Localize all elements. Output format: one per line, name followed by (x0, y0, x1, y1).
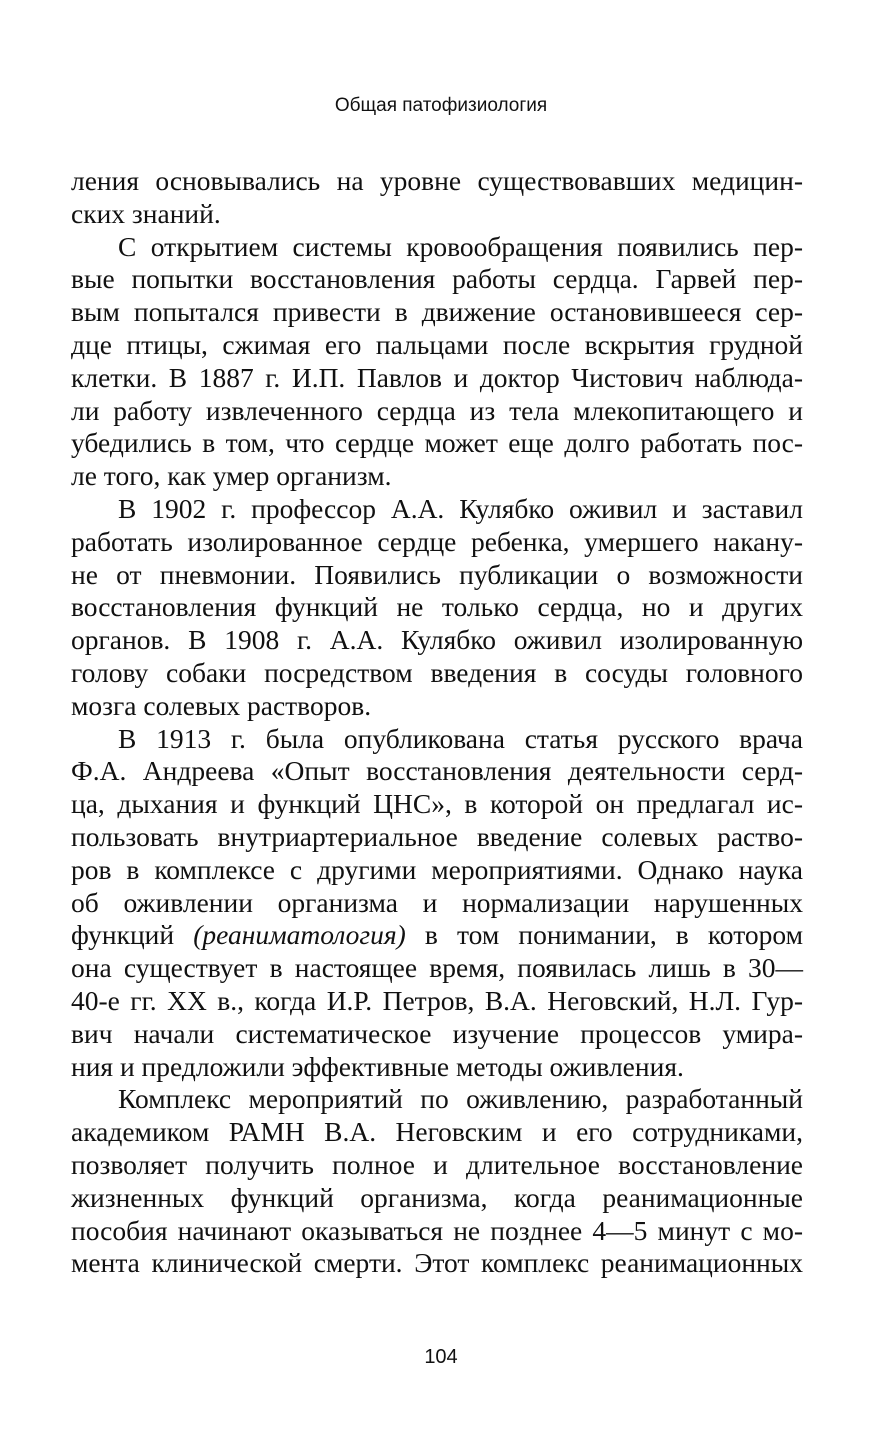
text-line: Комплекс мероприятий по оживлению, разработанный (118, 1083, 803, 1115)
italic-term: (реаниматология) (193, 919, 406, 951)
text-line: об оживлении организма и нормализации нарушенных (71, 886, 803, 918)
text-line: В 1902 г. профессор А.А. Кулябко оживил и заставил (118, 492, 803, 524)
text-line: позволяет получить полное и длительное восстановление (71, 1148, 803, 1180)
text-line: ца, дыхания и функций ЦНС», в которой он предлагал ис- (71, 788, 803, 820)
page-number: 104 (424, 1346, 458, 1368)
text-line: ния и предложили эффективные методы оживления. (71, 1050, 684, 1082)
text-run: в том понимании, в котором (405, 919, 803, 951)
text-line: пособия начинают оказываться не позднее 4—5 минут с мо- (71, 1214, 803, 1246)
text-line: мозга солевых растворов. (71, 689, 372, 721)
paragraph-4 (71, 723, 803, 1084)
text-line: дце птицы, сжимая его пальцами после вскрытия грудной (71, 328, 803, 360)
text-line: органов. В 1908 г. А.А. Кулябко оживил изолированную (71, 624, 803, 656)
text-line: жизненных функций организма, когда реанимационные (71, 1181, 803, 1213)
text-line: Ф.А. Андреева «Опыт восстановления деятельности серд- (71, 755, 803, 787)
text-line-with-italic (71, 919, 803, 952)
body-text (71, 165, 803, 1280)
paragraph-5 (71, 1083, 803, 1280)
text-line: 40-е гг. XX в., когда И.Р. Петров, В.А. Неговский, Н.Л. Гур- (71, 984, 803, 1016)
text-run: функций (71, 919, 194, 951)
text-line: академиком РАМН В.А. Неговским и его сотрудниками, (71, 1116, 803, 1148)
text-line: вич начали систематическое изучение процессов умира- (71, 1017, 803, 1049)
text-line: ли работу извлеченного сердца из тела млекопитающего и (71, 394, 803, 426)
text-line: ле того, как умер организм. (71, 460, 392, 492)
text-line: С открытием системы кровообращения появились пер- (118, 230, 803, 262)
text-line: работать изолированное сердце ребенка, умершего накану- (71, 525, 803, 557)
text-line: восстановления функций не только сердца, но и других (71, 591, 803, 623)
running-title: Общая патофизиология (334, 95, 548, 116)
text-line: убедились в том, что сердце может еще долго работать пос- (71, 427, 803, 459)
text-line: голову собаки посредством введения в сосуды головного (71, 656, 803, 688)
paragraph-3 (71, 493, 803, 723)
text-line: вые попытки восстановления работы сердца. Гарвей пер- (71, 263, 803, 295)
text-line: мента клинической смерти. Этот комплекс реанимационных (71, 1247, 803, 1279)
text-line: пользовать внутриартериальное введение солевых раство- (71, 820, 803, 852)
paragraph-2 (71, 231, 803, 493)
text-line: ров в комплексе с другими мероприятиями. Однако наука (71, 853, 803, 885)
text-line: вым попытался привести в движение остановившееся сер- (71, 296, 803, 328)
text-line: ских знаний. (71, 197, 221, 229)
text-line: ления основывались на уровне существовавших медицин- (71, 165, 803, 196)
text-line: клетки. В 1887 г. И.П. Павлов и доктор Чистович наблюда- (71, 361, 803, 393)
text-line: не от пневмонии. Появились публикации о возможности (71, 558, 803, 590)
paragraph-1 (71, 165, 803, 231)
text-line: она существует в настоящее время, появилась лишь в 30— (71, 952, 803, 984)
text-line: В 1913 г. была опубликована статья русского врача (118, 722, 803, 754)
